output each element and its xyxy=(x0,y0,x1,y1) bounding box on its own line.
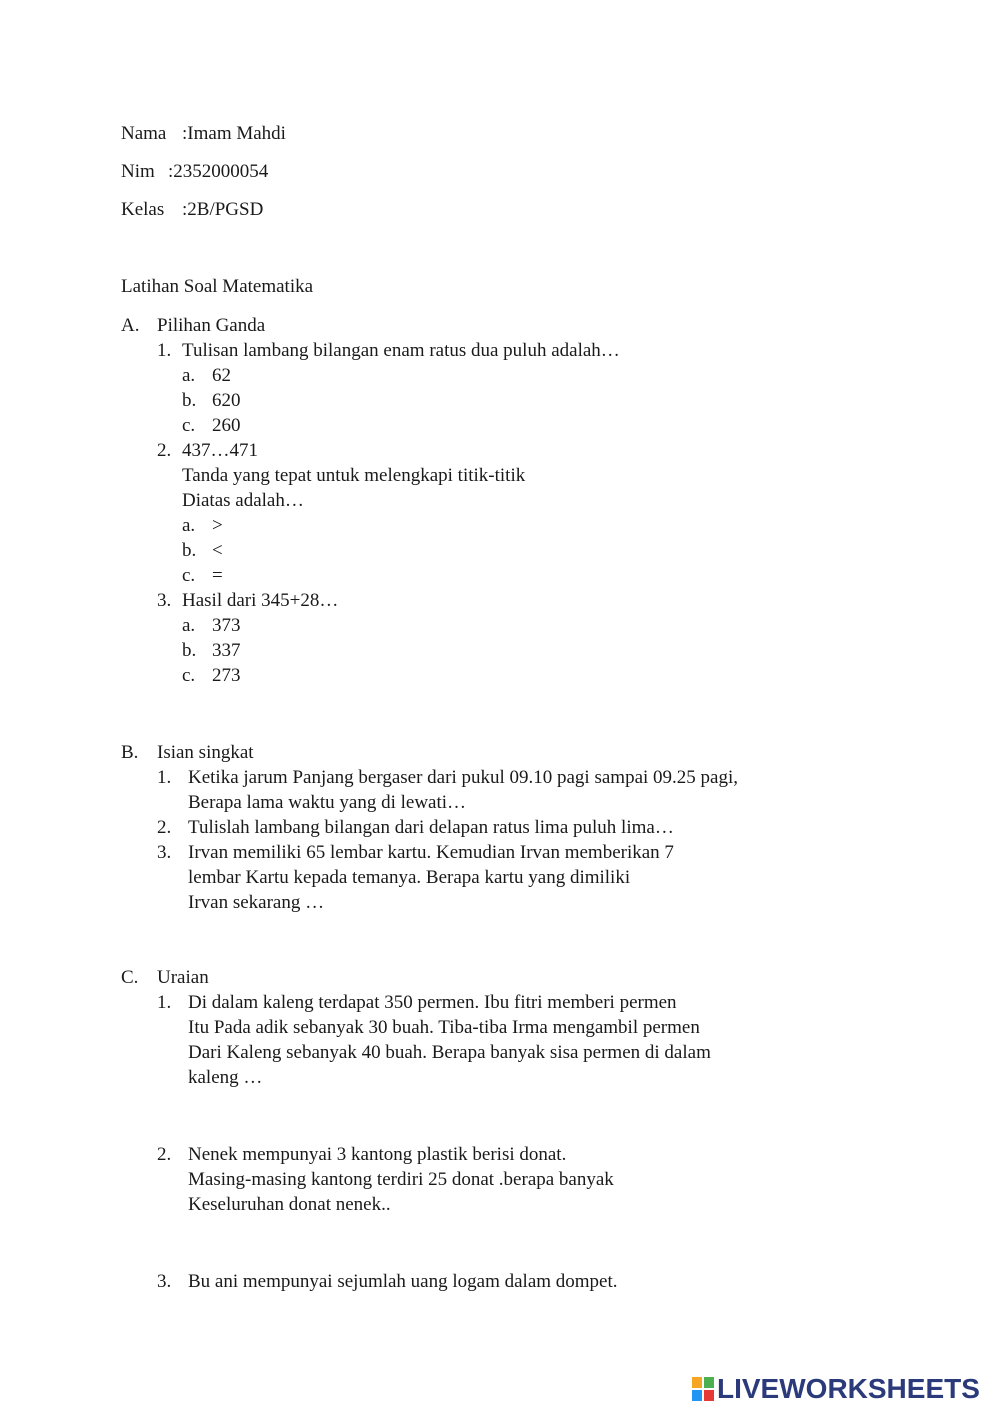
nama-label: Nama xyxy=(121,123,167,144)
question-text: 437…471 xyxy=(182,440,258,461)
liveworksheets-wordmark: LIVEWORKSHEETS xyxy=(717,1373,980,1404)
question-text: Dari Kaleng sebanyak 40 buah. Berapa banyak sisa permen di dalam xyxy=(188,1042,711,1063)
logo-square-icon xyxy=(704,1377,714,1388)
nama-value: :Imam Mahdi xyxy=(182,123,286,144)
question-text: Masing-masing kantong terdiri 25 donat .berapa banyak xyxy=(188,1169,614,1190)
option-text: 337 xyxy=(212,640,241,661)
nim-label: Nim xyxy=(121,161,155,182)
question-text: Keseluruhan donat nenek.. xyxy=(188,1194,391,1215)
question-text: Tanda yang tepat untuk melengkapi titik-titik xyxy=(182,465,526,486)
question-text: Ketika jarum Panjang bergaser dari pukul 09.10 pagi sampai 09.25 pagi, xyxy=(188,767,738,788)
section-b-marker: B. xyxy=(121,742,139,763)
option-text: 273 xyxy=(212,665,241,686)
option-marker: c. xyxy=(182,665,196,686)
question-text: Nenek mempunyai 3 kantong plastik berisi donat. xyxy=(188,1144,567,1165)
option-text: = xyxy=(212,565,223,586)
option-text: 620 xyxy=(212,390,241,411)
option-marker: c. xyxy=(182,415,196,436)
option-text: 62 xyxy=(212,365,231,386)
question-number: 2. xyxy=(157,440,172,461)
liveworksheets-logo[interactable] xyxy=(692,1374,980,1404)
question-text: kaleng … xyxy=(188,1067,263,1088)
question-text: Irvan sekarang … xyxy=(188,892,325,913)
question-number: 2. xyxy=(157,1144,172,1165)
question-text: Tulislah lambang bilangan dari delapan ratus lima puluh lima… xyxy=(188,817,674,838)
question-number: 3. xyxy=(157,842,172,863)
option-text: < xyxy=(212,540,223,561)
option-marker: b. xyxy=(182,640,197,661)
section-a-title: Pilihan Ganda xyxy=(157,315,266,336)
question-number: 1. xyxy=(157,767,172,788)
section-c-marker: C. xyxy=(121,967,139,988)
option-marker: a. xyxy=(182,365,196,386)
kelas-label: Kelas xyxy=(121,199,165,220)
option-marker: b. xyxy=(182,390,197,411)
question-number: 2. xyxy=(157,817,172,838)
question-number: 1. xyxy=(157,992,172,1013)
question-text: lembar Kartu kepada temanya. Berapa kartu yang dimiliki xyxy=(188,867,631,888)
section-b-title: Isian singkat xyxy=(157,742,254,763)
section-a-marker: A. xyxy=(121,315,140,336)
liveworksheets-mark-icon xyxy=(692,1377,714,1401)
question-text: Itu Pada adik sebanyak 30 buah. Tiba-tiba Irma mengambil permen xyxy=(188,1017,700,1038)
option-marker: b. xyxy=(182,540,197,561)
question-text: Tulisan lambang bilangan enam ratus dua puluh adalah… xyxy=(182,340,620,361)
question-text: Irvan memiliki 65 lembar kartu. Kemudian Irvan memberikan 7 xyxy=(188,842,674,863)
section-c-title: Uraian xyxy=(157,967,209,988)
question-text: Hasil dari 345+28… xyxy=(182,590,339,611)
question-text: Bu ani mempunyai sejumlah uang logam dalam dompet. xyxy=(188,1271,618,1292)
logo-square-icon xyxy=(692,1377,702,1388)
option-marker: a. xyxy=(182,515,196,536)
question-text: Diatas adalah… xyxy=(182,490,304,511)
page-title: Latihan Soal Matematika xyxy=(121,276,314,297)
question-number: 3. xyxy=(157,590,172,611)
logo-square-icon xyxy=(692,1390,702,1401)
option-text: 260 xyxy=(212,415,241,436)
option-marker: a. xyxy=(182,615,196,636)
kelas-value: :2B/PGSD xyxy=(182,199,264,220)
option-text: 373 xyxy=(212,615,241,636)
question-number: 3. xyxy=(157,1271,172,1292)
nim-value: :2352000054 xyxy=(168,161,269,182)
option-marker: c. xyxy=(182,565,196,586)
logo-square-icon xyxy=(704,1390,714,1401)
question-text: Berapa lama waktu yang di lewati… xyxy=(188,792,467,813)
question-number: 1. xyxy=(157,340,172,361)
question-text: Di dalam kaleng terdapat 350 permen. Ibu fitri memberi permen xyxy=(188,992,677,1013)
option-text: > xyxy=(212,515,223,536)
